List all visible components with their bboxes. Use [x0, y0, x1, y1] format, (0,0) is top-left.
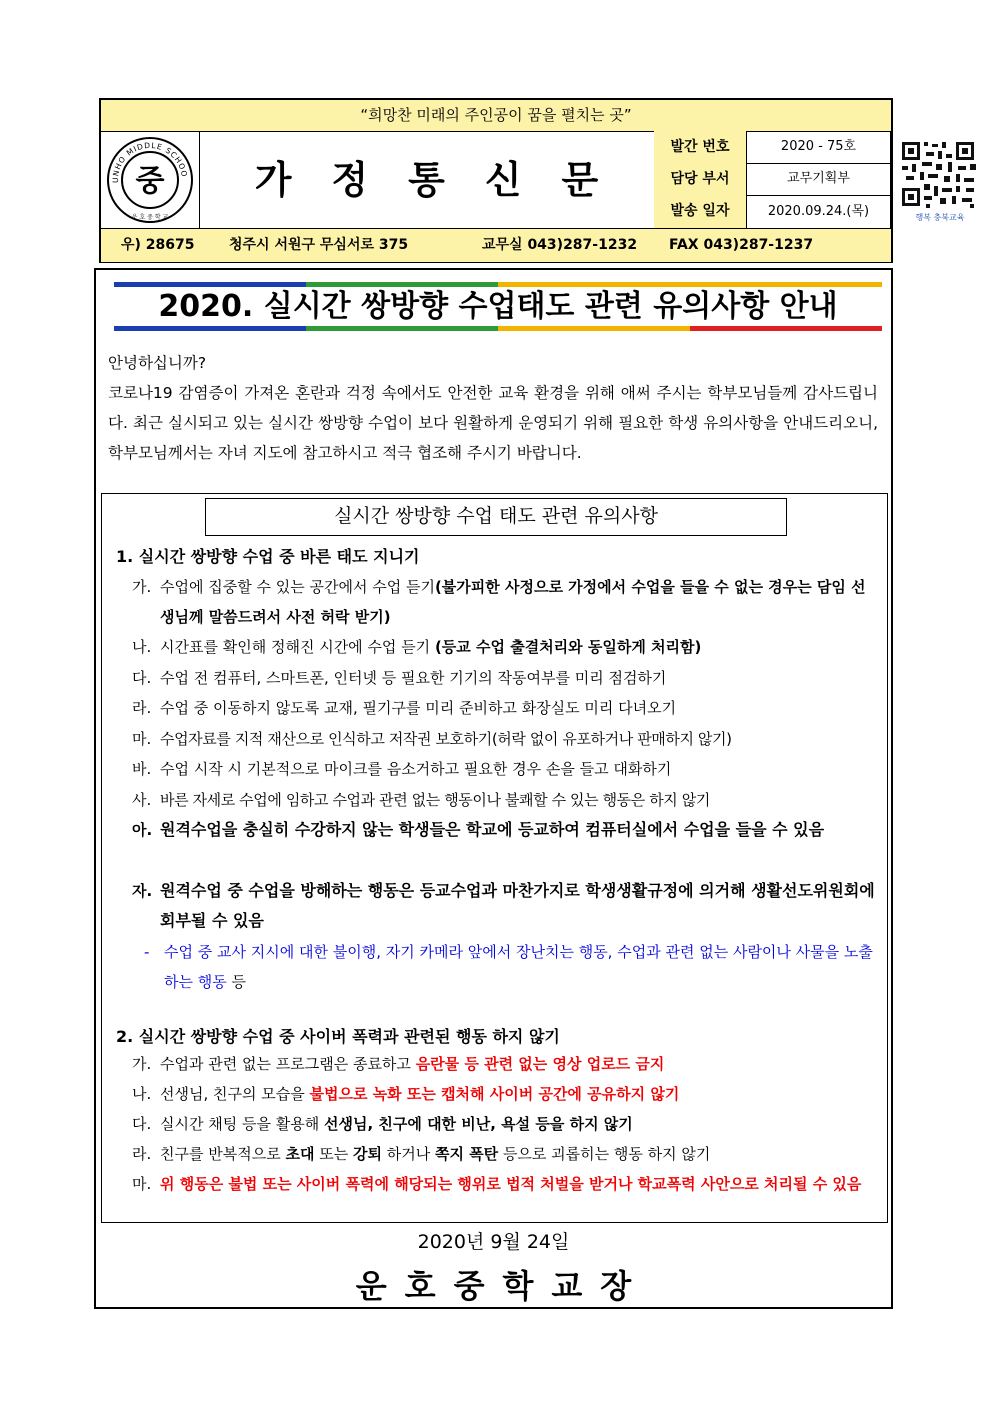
item-marker: 다.	[132, 1115, 152, 1133]
main-content	[94, 268, 893, 1309]
item-marker: 바.	[132, 760, 152, 778]
item-bold-text: (불가피한 사정으로 가정에서 수업을 들을 수 없는 경우는 담임 선생님께 말씀드려서 사전 허락 받기)	[160, 578, 866, 626]
title-bar-bottom-red	[690, 326, 882, 331]
section1-item-ga	[132, 572, 880, 632]
item-text: 바른 자세로 수업에 임하고 수업과 관련 없는 행동이나 불쾌할 수 있는 행동은 하지 않기	[160, 791, 710, 809]
item-text: 수업 중 이동하지 않도록 교재, 필기구를 미리 준비하고 화장실도 미리 다녀오기	[160, 699, 677, 717]
item-marker: 가.	[132, 1055, 152, 1073]
item-text: 수업 전 컴퓨터, 스마트폰, 인터넷 등 필요한 기기의 작동여부를 미리 점검하기	[160, 669, 667, 687]
section1-item-ja	[132, 876, 880, 936]
item-marker: 마.	[132, 1175, 152, 1193]
office-phone: 교무실 043)287-1232	[482, 237, 638, 253]
department-row	[654, 163, 890, 196]
title-bar-top-yellow	[498, 282, 882, 287]
item-text-a: 친구를 반복적으로	[160, 1145, 286, 1163]
newsletter-header	[99, 98, 965, 263]
section1-item-a	[132, 815, 880, 845]
section2-item-na	[132, 1079, 880, 1109]
section2-heading: 2. 실시간 쌍방향 수업 중 사이버 폭력과 관련된 행동 하지 않기	[116, 1027, 560, 1046]
qr-code-icon	[896, 138, 984, 224]
issue-number-label: 발간 번호	[654, 131, 747, 163]
item-marker: 아.	[132, 821, 153, 839]
notice-box-title: 실시간 쌍방향 수업 태도 관련 유의사항	[205, 498, 787, 536]
title-bar-bottom-green	[306, 326, 498, 331]
section2-item-ra	[132, 1139, 880, 1169]
item-marker: 나.	[132, 638, 152, 656]
item-marker: 사.	[132, 791, 152, 809]
school-logo	[101, 131, 199, 228]
street-address: 청주시 서원구 무심서로 375	[229, 237, 409, 253]
main-title-banner	[114, 282, 882, 332]
section2-item-ga	[132, 1049, 880, 1079]
item-text-b: 또는	[314, 1145, 353, 1163]
item-red-text: 불법으로 녹화 또는 캡처해 사이버 공간에 공유하지 않기	[309, 1085, 680, 1103]
department-label: 담당 부서	[654, 163, 747, 195]
principal-signature: 운호중학교장	[355, 1267, 650, 1305]
title-bar-bottom-blue	[114, 326, 306, 331]
notice-box	[101, 493, 888, 1223]
item-bold-text: 선생님, 친구에 대한 비난, 욕설 등을 하지 않기	[323, 1115, 633, 1133]
item-text: 수업자료를 지적 재산으로 인식하고 저작권 보호하기(허락 없이 유포하거나 판매하지 않기)	[160, 730, 732, 748]
section2-item-ma	[132, 1169, 880, 1199]
issue-number-value: 2020 - 75호	[747, 131, 891, 163]
item-marker: 라.	[132, 1145, 152, 1163]
send-date-row	[654, 195, 890, 228]
issue-date: 2020년 9월 24일	[417, 1231, 570, 1253]
section1-item-ba	[132, 754, 880, 784]
note-tail: 등	[226, 973, 246, 991]
item-red-text: 음란물 등 관련 없는 영상 업로드 금지	[415, 1055, 665, 1073]
item-text: 수업과 관련 없는 프로그램은 종료하고	[160, 1055, 416, 1073]
send-date-value: 2020.09.24.(목)	[747, 195, 891, 228]
intro-paragraph: 코로나19 감염증이 가져온 혼란과 걱정 속에서도 안전한 교육 환경을 위해 애써 주시는 학부모님들께 감사드립니다. 최근 실시되고 있는 실시간 쌍방향 수업이 보다 원활하게 운영되기 위해 필요한 학생 유의사항을 안내드리오니, 학부모님께서는 자녀 지도에 참고하시고 적극 협조해 주시기 바랍니다.	[108, 384, 878, 462]
item-marker: 마.	[132, 730, 152, 748]
item-marker: 다.	[132, 669, 152, 687]
item-bold-kick: 강퇴	[352, 1145, 382, 1163]
logo-bottom-text: 운 호 중 학 교	[131, 214, 169, 221]
section1-item-na	[132, 632, 880, 662]
section1-item-da	[132, 663, 880, 693]
item-text: 수업 시작 시 기본적으로 마이크를 음소거하고 필요한 경우 손을 들고 대화하기	[160, 760, 672, 778]
logo-cell	[101, 131, 200, 228]
title-bar-top-blue	[114, 282, 306, 287]
item-bold-text: (등교 수업 출결처리와 동일하게 처리함)	[434, 638, 702, 656]
section1-item-ma	[132, 724, 880, 754]
item-marker: 가.	[132, 578, 152, 596]
intro-text	[108, 348, 878, 468]
item-marker: 자.	[132, 882, 153, 900]
note-dash: -	[144, 943, 150, 961]
item-red-text: 위 행동은 불법 또는 사이버 폭력에 해당되는 행위로 법적 처벌을 받거나 학교폭력 사안으로 처리될 수 있음	[160, 1175, 862, 1193]
item-text: 실시간 채팅 등을 활용해	[160, 1115, 324, 1133]
department-value: 교무기획부	[747, 163, 891, 195]
item-marker: 라.	[132, 699, 152, 717]
newsletter-title: 가정통신문	[199, 131, 655, 228]
section1-item-sa	[132, 785, 880, 815]
item-bold-invite: 초대	[285, 1145, 315, 1163]
item-bold-text: 원격수업 중 수업을 방해하는 행동은 등교수업과 마찬가지로 학생생활규정에 의거해 생활선도위원회에 회부될 수 있음	[160, 881, 875, 930]
item-text: 선생님, 친구의 모습을	[160, 1085, 310, 1103]
item-text-c: 하거나	[381, 1145, 435, 1163]
item-bold-text: 원격수업을 충실히 수강하지 않는 학생들은 학교에 등교하여 컴퓨터실에서 수업을 들을 수 있음	[160, 820, 825, 839]
school-motto: “희망찬 미래의 주인공이 꿈을 펼치는 곳”	[101, 100, 891, 132]
main-title: 2020. 실시간 쌍방향 수업태도 관련 유의사항 안내	[158, 289, 838, 324]
issue-number-row	[654, 131, 890, 164]
item-text-d: 등으로 괴롭히는 행동 하지 않기	[498, 1145, 711, 1163]
logo-center-text: 중	[135, 164, 165, 199]
logo-ring-text: UNHO MIDDLE SCHOO	[110, 140, 189, 183]
note-blue-text: 수업 중 교사 지시에 대한 불이행, 자기 카메라 앞에서 장난치는 행동, 수업과 관련 없는 사람이나 사물을 노출하는 행동	[164, 943, 873, 991]
qr-caption: 행복 충북교육	[915, 213, 965, 222]
issue-info	[654, 131, 890, 228]
greeting: 안녕하십니까?	[108, 354, 207, 372]
item-text: 수업에 집중할 수 있는 공간에서 수업 듣기	[160, 578, 435, 596]
section1-heading: 1. 실시간 쌍방향 수업 중 바른 태도 지니기	[116, 547, 420, 566]
fax-number: FAX 043)287-1237	[669, 237, 814, 253]
section2-item-da	[132, 1109, 880, 1139]
item-bold-message-bomb: 쪽지 폭탄	[434, 1145, 499, 1163]
section1-item-ra	[132, 693, 880, 723]
address-bar	[101, 228, 891, 262]
item-text: 시간표를 확인해 정해진 시간에 수업 듣기	[160, 638, 435, 656]
title-bar-top-green	[306, 282, 498, 287]
send-date-label: 발송 일자	[654, 195, 747, 228]
postal-code: 우) 28675	[121, 237, 195, 253]
item-marker: 나.	[132, 1085, 152, 1103]
title-bar-bottom-yellow	[498, 326, 690, 331]
section1-note	[144, 937, 884, 997]
